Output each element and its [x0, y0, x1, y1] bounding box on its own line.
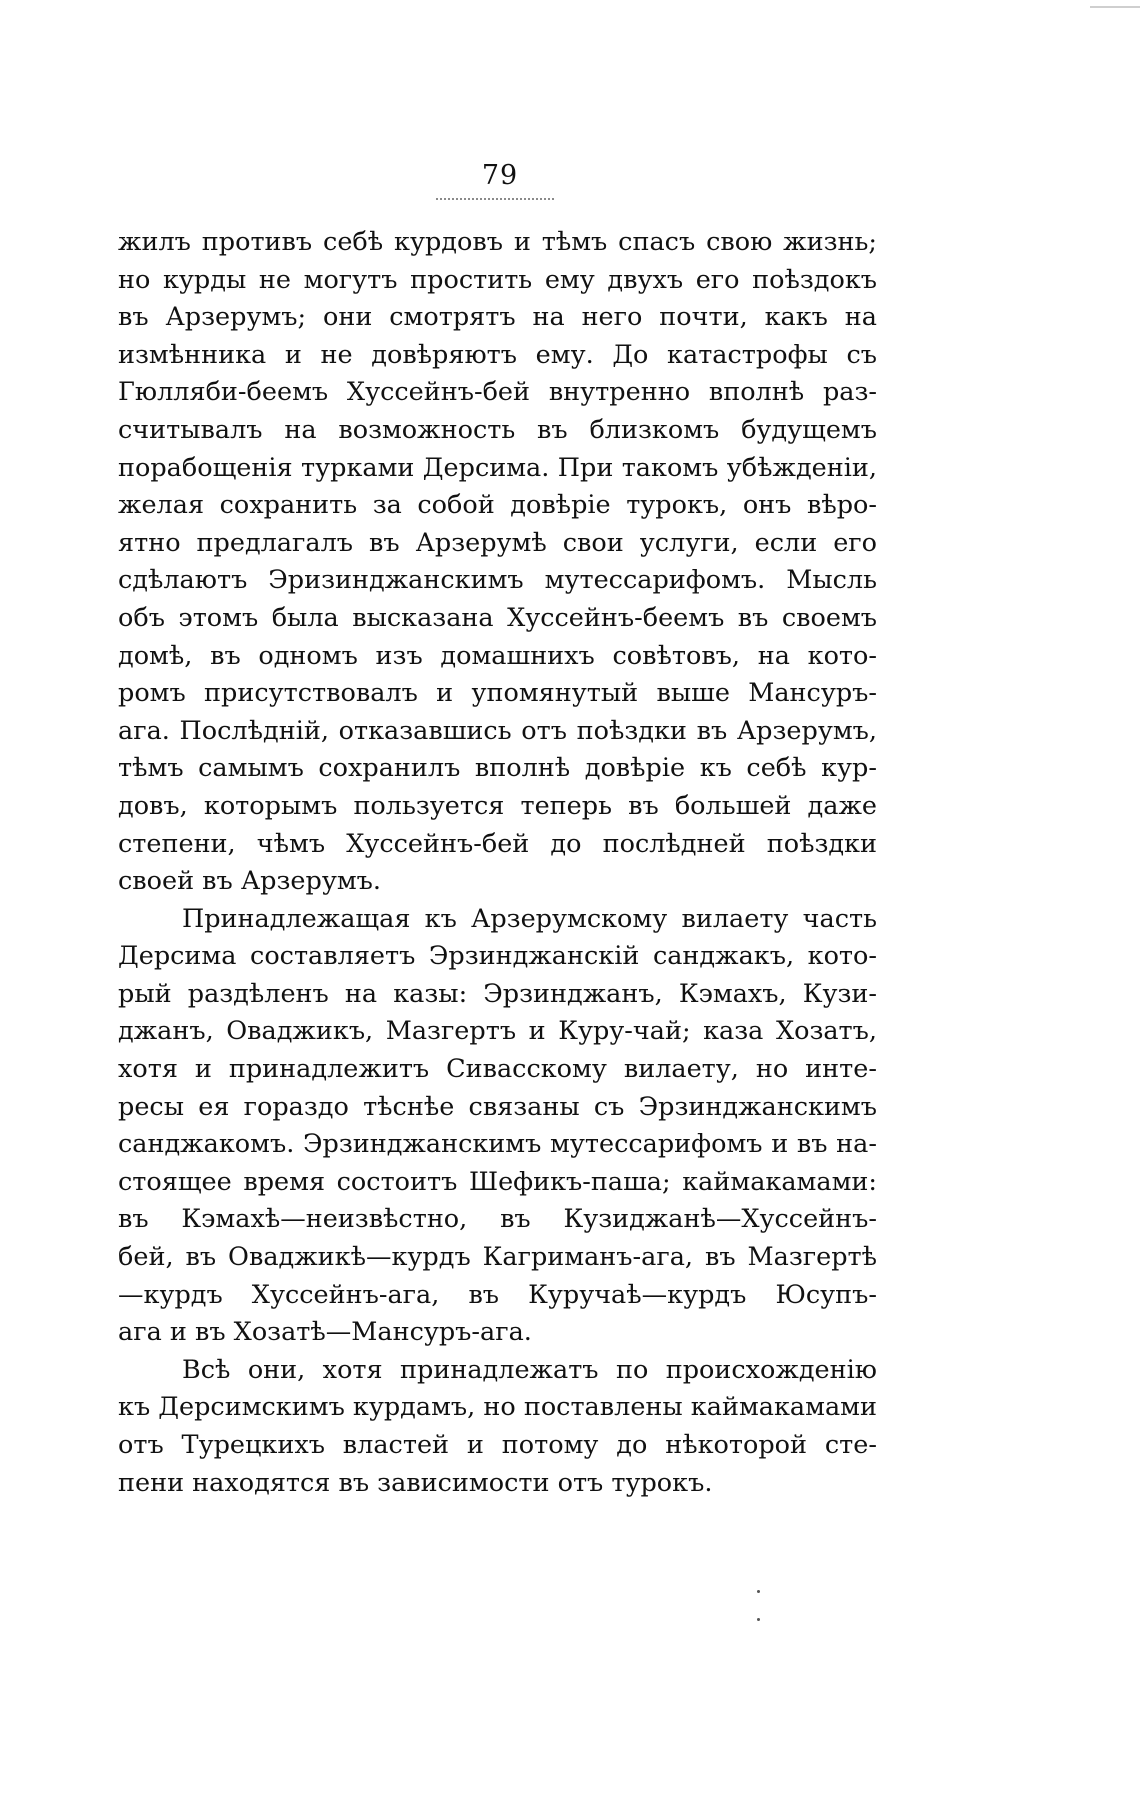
paragraph-3: [118, 1352, 877, 1502]
text-line: джанъ, Оваджикъ, Мазгертъ и Куру-чай; каза Хозатъ,: [118, 1016, 877, 1047]
text-line: Дерсима составляетъ Эрзинджанскій санджакъ, кото-: [118, 941, 877, 972]
text-line: считывалъ на возможность въ близкомъ будущемъ: [118, 414, 877, 445]
text-line: въ Арзерумъ; они смотрятъ на него почти, какъ на: [118, 302, 877, 333]
text-line: порабощенія турками Дерсима. При такомъ убѣжденіи,: [118, 452, 877, 483]
text-line: —курдъ Хуссейнъ-ага, въ Куручаѣ—курдъ Юсупъ-: [118, 1279, 877, 1310]
text-line: стоящее время состоитъ Шефикъ-паша; каймакамами:: [118, 1166, 877, 1197]
paragraph-1: [118, 224, 877, 901]
text-line: сдѣлаютъ Эризинджанскимъ мутессарифомъ. Мысль: [118, 565, 877, 596]
text-line: ресы ея гораздо тѣснѣе связаны съ Эрзинджанскимъ: [118, 1091, 877, 1122]
text-line: тѣмъ самымъ сохранилъ вполнѣ довѣріе къ себѣ кур-: [118, 753, 877, 784]
text-line: отъ Турецкихъ властей и потому до нѣкоторой сте-: [118, 1430, 877, 1460]
text-line: санджакомъ. Эрзинджанскимъ мутессарифомъ и въ на-: [118, 1129, 877, 1160]
text-line: ага и въ Хозатѣ—Мансуръ-ага.: [118, 1317, 532, 1348]
header-divider: [436, 198, 554, 200]
text-line: Гюлляби-беемъ Хуссейнъ-бей внутренно вполнѣ раз-: [118, 377, 877, 408]
text-line: къ Дерсимскимъ курдамъ, но поставлены каймакамами: [118, 1392, 877, 1423]
page-number: 79: [481, 160, 519, 191]
text-line: объ этомъ была высказана Хуссейнъ-беемъ въ своемъ: [118, 602, 877, 633]
text-line: жилъ противъ себѣ курдовъ и тѣмъ спасъ свою жизнь;: [118, 227, 877, 257]
text-line: своей въ Арзерумъ.: [118, 866, 381, 897]
text-line: пени находятся въ зависимости отъ турокъ.: [118, 1467, 713, 1498]
text-line: въ Кэмахѣ—неизвѣстно, въ Кузиджанѣ—Хуссейнъ-: [118, 1204, 877, 1235]
text-line: Всѣ они, хотя принадлежатъ по происхожденію: [182, 1354, 877, 1385]
top-edge-rule: [1090, 6, 1140, 8]
text-line: домѣ, въ одномъ изъ домашнихъ совѣтовъ, на кото-: [118, 640, 877, 671]
text-line: ромъ присутствовалъ и упомянутый выше Мансуръ-: [118, 678, 877, 709]
text-line: бей, въ Оваджикѣ—курдъ Кагриманъ-ага, въ Мазгертѣ: [118, 1242, 877, 1273]
text-line: но курды не могутъ простить ему двухъ его поѣздокъ: [118, 264, 877, 295]
text-line: довъ, которымъ пользуется теперь въ большей даже: [118, 790, 877, 821]
text-line: измѣнника и не довѣряютъ ему. До катастрофы съ: [118, 339, 877, 370]
text-line: степени, чѣмъ Хуссейнъ-бей до послѣдней поѣздки: [118, 828, 877, 859]
paragraph-2: [118, 901, 877, 1352]
ink-speck: [757, 1618, 760, 1621]
text-line: желая сохранить за собой довѣріе турокъ, онъ вѣро-: [118, 490, 877, 521]
text-line: рый раздѣленъ на казы: Эрзинджанъ, Кэмахъ, Кузи-: [118, 978, 877, 1009]
text-line: ятно предлагалъ въ Арзерумѣ свои услуги, если его: [118, 527, 877, 558]
text-line: ага. Послѣдній, отказавшись отъ поѣздки въ Арзерумъ,: [118, 715, 877, 746]
text-line: хотя и принадлежитъ Сивасскому вилаету, но инте-: [118, 1054, 877, 1085]
text-line: Принадлежащая къ Арзерумскому вилаету часть: [182, 903, 877, 934]
page-body: [118, 224, 877, 1502]
ink-speck: [757, 1590, 760, 1593]
